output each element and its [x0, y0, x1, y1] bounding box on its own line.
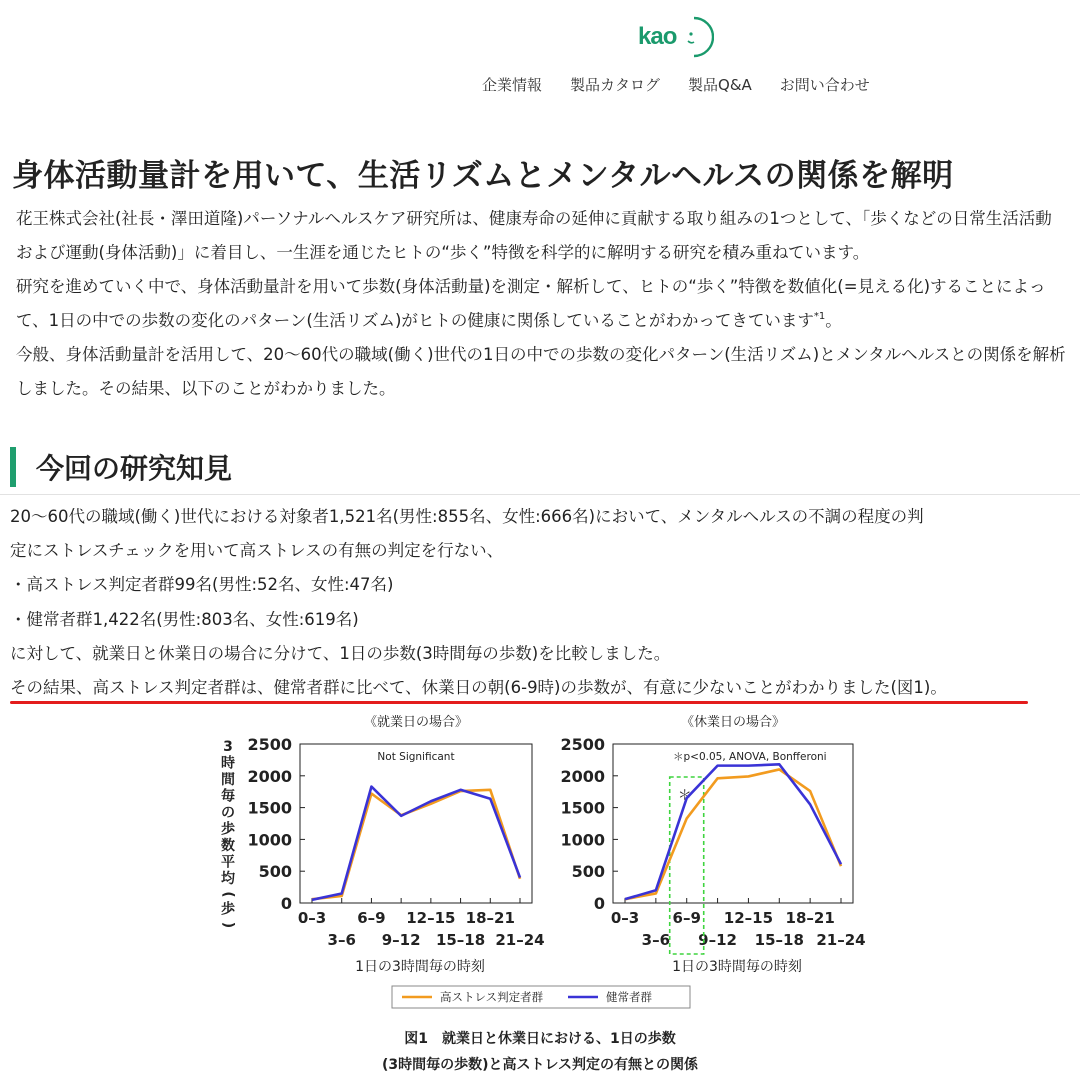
intro-paragraph-2: [16, 270, 1068, 338]
moon-face-icon: [674, 14, 714, 60]
y-tick-label: 500: [258, 862, 292, 882]
significance-marker: ＊: [677, 788, 692, 804]
y-axis-label-char: 歩: [221, 821, 235, 838]
findings-line: 定にストレスチェックを用いて高ストレスの有無の判定を行ない、: [10, 541, 504, 561]
x-tick-label: 6–9: [357, 909, 386, 927]
y-tick-label: 1500: [560, 798, 605, 818]
x-tick-label: 3–6: [641, 931, 671, 949]
y-tick-label: 2000: [247, 766, 292, 786]
conclusion-red-underline: [10, 701, 1028, 704]
x-tick-label: 18–21: [465, 909, 515, 927]
footnote-ref[interactable]: *1: [813, 311, 826, 322]
y-axis-label-char: 時: [221, 755, 235, 772]
y-axis-label-char: 3: [223, 739, 233, 755]
figure-1-charts: [0, 706, 1080, 1026]
intro-paragraph-2-end: 。: [825, 311, 842, 330]
x-tick-label: 21–24: [495, 931, 545, 949]
legend-label: 健常者群: [606, 990, 652, 1004]
y-tick-label: 2000: [560, 766, 605, 786]
y-axis-label-char: (: [220, 891, 236, 898]
chart-annotation: ＊p<0.05, ANOVA, Bonfferoni: [673, 751, 827, 763]
nav-catalog[interactable]: 製品カタログ: [570, 76, 661, 94]
chart-title: 《休業日の場合》: [680, 715, 786, 730]
x-tick-label: 12–15: [406, 909, 456, 927]
chart-annotation: Not Significant: [377, 751, 455, 763]
chart-1: [560, 714, 865, 975]
y-axis-label-char: 毎: [221, 788, 235, 805]
x-tick-label: 18–21: [785, 909, 835, 927]
findings-line: に対して、就業日と休業日の場合に分けて、1日の歩数(3時間毎の歩数)を比較しました。: [10, 643, 671, 663]
x-tick-label: 9–12: [698, 931, 737, 949]
figure-caption-line-2: (3時間毎の歩数)と高ストレス判定の有無との関係: [381, 1057, 699, 1073]
plot-frame: [300, 744, 532, 903]
findings-line: ・健常者群1,422名(男性:803名、女性:619名): [10, 609, 359, 629]
y-tick-label: 1000: [560, 830, 605, 850]
y-tick-label: 2500: [560, 735, 605, 754]
site-header: [0, 0, 1080, 130]
series-line-high-stress: [625, 769, 841, 899]
section-divider: [0, 494, 1080, 495]
y-axis-label-char: の: [221, 805, 235, 821]
section-title: 今回の研究知見: [36, 452, 233, 485]
x-tick-label: 0–3: [297, 909, 327, 927]
y-tick-label: 2500: [247, 735, 292, 754]
y-axis-label-char: ): [220, 921, 236, 929]
intro-paragraph-2-text: 研究を進めていく中で、身体活動量計を用いて歩数(身体活動量)を測定・解析して、ヒトの“歩く”特徴を数値化(=見える化)することによって、1日の中での歩数の変化のパターン(生活リズム)がヒトの健康に関係していることがわかってきています: [16, 277, 1046, 330]
y-tick-label: 0: [593, 894, 605, 913]
y-axis-label-char: 間: [221, 772, 235, 788]
findings-line: ・高ストレス判定者群99名(男性:52名、女性:47名): [10, 575, 394, 595]
series-line-high-stress: [312, 790, 520, 899]
y-axis-label-char: 平: [221, 854, 235, 871]
x-tick-label: 3–6: [327, 931, 356, 949]
intro-paragraph-1: 花王株式会社(社長・澤田道隆)パーソナルヘルスケア研究所は、健康寿命の延伸に貢献する取り組みの1つとして、「歩くなどの日常生活活動および運動(身体活動)」に着目し、一生涯を通じたヒトの“歩く”特徴を科学的に解明する研究を積み重ねています。: [16, 209, 1052, 262]
intro-paragraph-3: 今般、身体活動量計を活用して、20〜60代の職域(働く)世代の1日の中での歩数の変化パターン(生活リズム)とメンタルヘルスとの関係を解析しました。その結果、以下のことがわかりました。: [16, 345, 1066, 398]
intro-text: [16, 202, 1068, 406]
y-tick-label: 500: [571, 862, 605, 882]
kao-logo[interactable]: [638, 12, 728, 62]
y-tick-label: 0: [280, 894, 292, 913]
nav-contact[interactable]: お問い合わせ: [779, 76, 870, 94]
x-tick-label: 21–24: [816, 931, 866, 949]
chart-title: 《就業日の場合》: [363, 715, 469, 730]
section-heading: [10, 445, 232, 489]
y-tick-label: 1000: [247, 830, 292, 850]
findings-text: [10, 500, 1072, 705]
y-axis-label-char: 歩: [221, 901, 235, 918]
y-axis-label: [220, 739, 236, 928]
y-tick-label: 1500: [247, 798, 292, 818]
series-line-healthy: [312, 787, 520, 900]
global-nav: [482, 74, 870, 95]
nav-company[interactable]: 企業情報: [482, 76, 543, 94]
x-tick-label: 12–15: [723, 909, 774, 927]
chart-legend: [392, 986, 690, 1008]
nav-qa[interactable]: 製品Q&A: [688, 76, 752, 94]
findings-conclusion: その結果、高ストレス判定者群は、健常者群に比べて、休業日の朝(6-9時)の歩数が、有意に少ないことがわかりました(図1)。: [10, 678, 947, 698]
logo-text: kao: [638, 23, 677, 50]
figure-caption-line-1: 図1 就業日と休業日における、1日の歩数: [404, 1031, 676, 1047]
page-title: 身体活動量計を用いて、生活リズムとメンタルヘルスの関係を解明: [12, 158, 954, 194]
series-line-healthy: [625, 764, 841, 899]
y-axis-label-char: 均: [221, 871, 235, 887]
chart-0: [247, 714, 544, 975]
section-accent-bar: [10, 447, 16, 487]
x-axis-label: 1日の3時間毎の時刻: [672, 959, 802, 975]
y-axis-label-char: 数: [221, 838, 235, 854]
findings-line: 20〜60代の職域(働く)世代における対象者1,521名(男性:855名、女性:666名)において、メンタルヘルスの不調の程度の判: [10, 507, 924, 526]
x-tick-label: 0–3: [610, 909, 640, 927]
x-tick-label: 9–12: [381, 931, 421, 949]
x-tick-label: 15–18: [754, 931, 804, 949]
legend-label: 高ストレス判定者群: [440, 990, 544, 1004]
x-axis-label: 1日の3時間毎の時刻: [355, 959, 485, 975]
x-tick-label: 6–9: [672, 909, 701, 927]
plot-frame: [613, 744, 853, 903]
x-tick-label: 15–18: [435, 931, 486, 949]
figure-1: [0, 706, 1080, 1080]
